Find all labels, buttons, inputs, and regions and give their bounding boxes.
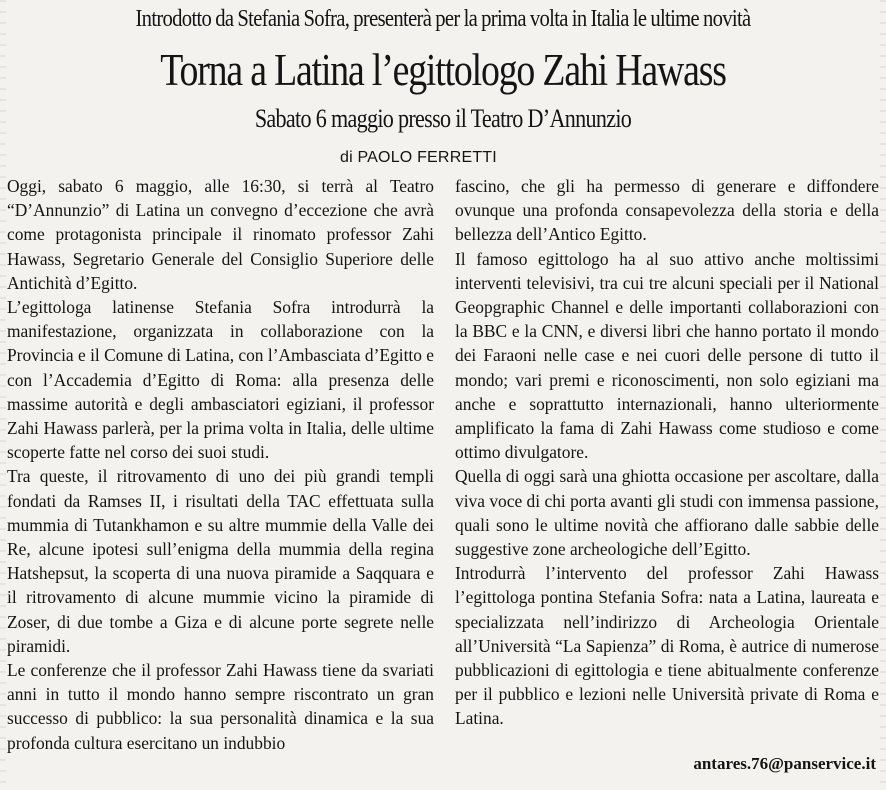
adjacent-column-bleed-left [0,0,6,790]
article-subhead: Sabato 6 maggio presso il Teatro D’Annunzio [254,104,632,133]
paragraph: Il famoso egittologo ha al suo attivo anche moltissimi interventi televisivi, tra cui tre alcuni speciali per il National Geopgraphic Channel e delle importanti collaborazioni con la BBC e la CNN, e diversi libri che hanno portato il mondo dei Faraoni nelle case e nei cuori delle persone di tutto il mondo; vari premi e riconoscimenti, non solo egiziani ma anche e soprattutto internazionali, hanno ulteriormente amplificato la fama di Zahi Hawass come studioso e come ottimo divulgatore. [455,248,879,463]
paragraph: Tra queste, il ritrovamento di uno dei più grandi templi fondati da Ramses II, i risultati della TAC effettuata sulla mummia di Tutankhamon e su altre mummie della Valle dei Re, alcune ipotesi sull’enigma della mummia della regina Hatshepsut, la scoperta di una nuova piramide a Saqquara e il ritrovamento di alcune mummie vicino la piramide di Zoser, di due tombe a Giza e di alcune porte segrete nelle piramidi. [7,466,434,656]
article-byline: di PAOLO FERRETTI [340,149,497,166]
paragraph: Introdurrà l’intervento del professor Zahi Hawass l’egittologa pontina Stefania Sofra: nata a Latina, laureata e specializzata nell’indirizzo di Archeologia Orientale all’Università “La Sapienza” di Roma, è autrice di numerose pubblicazioni di egittologia e tiene abitualmente conferenze per il pubblico e lezioni nelle Università private di Roma e Latina. [455,563,879,729]
adjacent-column-bleed-right [880,0,886,790]
paragraph: fascino, che gli ha permesso di generare e diffondere ovunque una profonda consapevolezza della storia e della bellezza dell’Antico Egitto. [455,176,879,245]
paragraph: Le conferenze che il professor Zahi Hawass tiene da svariati anni in tutto il mondo hanno sempre riscontrato un gran successo di pubblico: la sua personalità dinamica e la sua profonda cultura esercitano un indubbio [7,660,434,753]
article-column-right [455,174,879,731]
article-overline: Introdotto da Stefania Sofra, presenterà per la prima volta in Italia le ultime novità [135,6,751,32]
paragraph: Oggi, sabato 6 maggio, alle 16:30, si terrà al Teatro “D’Annunzio” di Latina un convegno d’eccezione che avrà come protagonista principale il rinomato professor Zahi Hawass, Segretario Generale del Consiglio Superiore delle Antichità d’Egitto. [7,176,434,293]
paragraph: Quella di oggi sarà una ghiotta occasione per ascoltare, dalla viva voce di chi porta avanti gli studi con immensa passione, quali sono le ultime novità che affiorano dalle sabbie delle suggestive zone archeologiche dell’Egitto. [455,466,879,560]
paragraph: L’egittologa latinense Stefania Sofra introdurrà la manifestazione, organizzata in collaborazione con la Provincia e il Comune di Latina, con l’Ambasciata d’Egitto e con l’Accademia d’Egitto di Roma: alla presenza delle massime autorità e degli ambasciatori egiziani, il professor Zahi Hawass parlerà, per la prima volta in Italia, delle ultime scoperte fatte nel corso dei suoi studi. [7,297,434,463]
article-headline: Torna a Latina l’egittologo Zahi Hawass [160,45,726,95]
article-column-left [7,174,434,755]
author-email: antares.76@panservice.it [693,754,876,773]
